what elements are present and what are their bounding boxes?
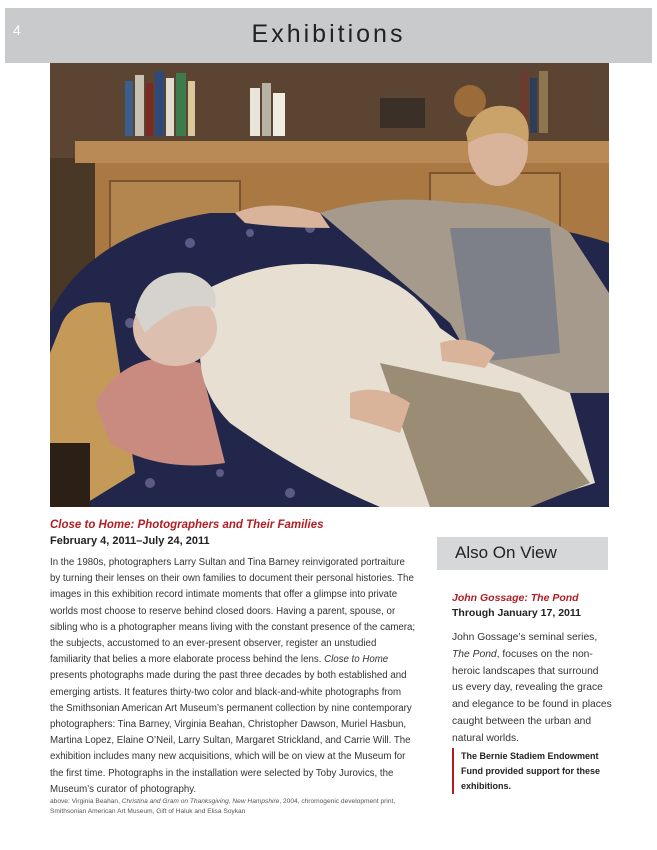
- feature-body: [50, 555, 416, 798]
- sidebar-text-part: John Gossage’s seminal series,: [452, 632, 598, 643]
- body-text-part: presents photographs made during the past three decades by both established and emerging artists. It features thirty-two color and black-and-white photographs from the Smithsonian American Art Museum’s permanent collection by nine contemporary photographers: Tina Barney, Virginia Beahan, Christopher Dawson, Muriel Hasbun, Martina Lopez, Elaine O’Neil, Larry Sultan, Margaret Strickland, and Carrie Will. The exhibition includes many new acquisitions, which will be on view at the Museum for the first time. Photographs in the installation were selected by Toby Jurovics, the Museum’s curator of photography.: [50, 670, 412, 795]
- sidebar-body: [452, 630, 612, 748]
- feature-title: Close to Home: Photographers and Their Families: [50, 519, 324, 531]
- fund-note: The Bernie Stadiem Endowment Fund provided support for these exhibitions.: [461, 751, 600, 791]
- sidebar-italic-title: The Pond: [452, 648, 497, 660]
- body-text-part: In the 1980s, photographers Larry Sultan and Tina Barney reinvigorated portraiture by turning their lenses on their own families to document their personal histories. The images in this exhibition record intimate moments that offer a glimpse into private worlds most choose to reserve behind closed doors. Having a parent, spouse, or sibling who is a photographer means living with the constant presence of the camera; the subjects, accustomed to an ever-present observer, register an unstudied familiarity that belies a more elaborate process behind the lens.: [50, 557, 416, 666]
- feature-photograph: [50, 63, 609, 507]
- fund-note-accent-bar: [452, 748, 454, 794]
- body-italic-title: Close to Home: [324, 654, 389, 666]
- sidebar-text-part: , focuses on the non-heroic landscapes that surround us every day, revealing the grace and elegance to be found in places caught between the urban and natural worlds.: [452, 648, 612, 744]
- caption-suffix: , 2004, chromogenic development print, Smithsonian American Art Museum, Gift of Haluk and Elisa Soykan: [50, 798, 396, 815]
- sidebar-exhibition-dates: Through January 17, 2011: [452, 607, 581, 619]
- caption-work-title: Christina and Gram on Thanksgiving, New Hampshire: [121, 798, 280, 805]
- photo-caption: [50, 797, 420, 817]
- page-number: 4: [13, 22, 21, 38]
- feature-dates: February 4, 2011–July 24, 2011: [50, 535, 210, 547]
- caption-prefix: above: Virginia Beahan,: [50, 798, 122, 805]
- section-title: Exhibitions: [251, 20, 406, 48]
- also-on-view-heading: Also On View: [455, 543, 557, 562]
- sidebar-exhibition-title: John Gossage: The Pond: [452, 592, 579, 604]
